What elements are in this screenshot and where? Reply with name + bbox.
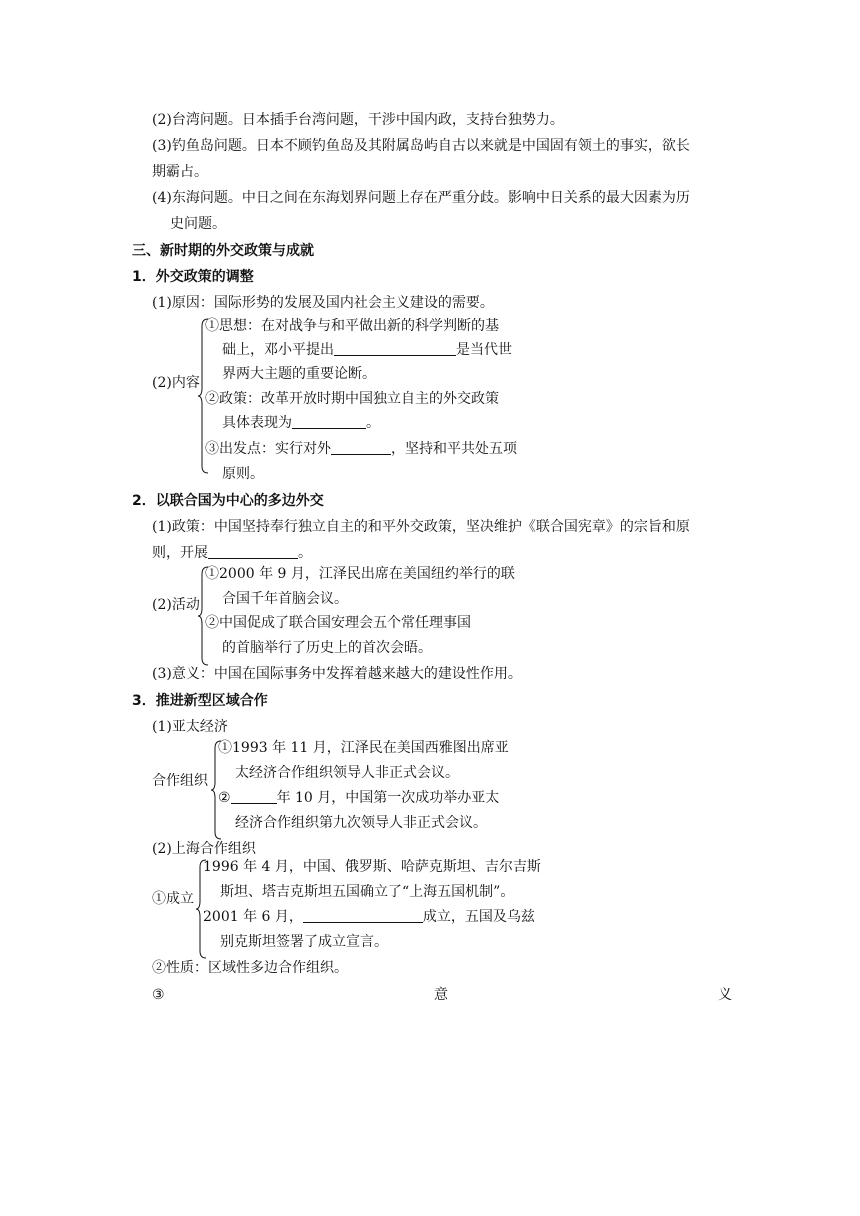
sco-heading: (2)上海合作组织 xyxy=(152,841,256,857)
sco-1996-line1: 1996 年 4 月，中国、俄罗斯、哈萨克斯坦、吉尔吉斯 xyxy=(203,859,541,875)
content-start-line2: 原则。 xyxy=(222,466,264,482)
answer-blank xyxy=(231,789,277,804)
activity-label: (2)活动 xyxy=(152,597,200,613)
answer-blank xyxy=(331,440,391,455)
apec-1993-line1: ①1993 年 11 月，江泽民在美国西雅图出席亚 xyxy=(218,740,509,756)
apec-org-label: 合作组织 xyxy=(152,773,208,789)
taiwan-issue: (2)台湾问题。日本插手台湾问题，干涉中国内政，支持台独势力。 xyxy=(152,112,564,128)
part2-title: 2．以联合国为中心的多边外交 xyxy=(132,493,324,509)
un-meaning: (3)意义：中国在国际事务中发挥着越来越大的建设性作用。 xyxy=(152,666,522,682)
answer-blank xyxy=(292,414,366,429)
east-sea-issue-line2: 史问题。 xyxy=(170,216,226,232)
content-thought-line1: ①思想：在对战争与和平做出新的科学判断的基 xyxy=(205,318,499,334)
answer-blank xyxy=(334,341,456,356)
answer-blank xyxy=(303,908,423,923)
content-thought-line2: 础上，邓小平提出 是当代世 xyxy=(222,342,512,358)
sco-nature: ②性质：区域性多边合作组织。 xyxy=(152,960,348,976)
section-heading: 三、新时期的外交政策与成就 xyxy=(132,243,314,259)
sco-meaning-num: ③ xyxy=(152,987,165,1003)
un-policy-line2: 则，开展 。 xyxy=(152,545,312,561)
answer-blank xyxy=(208,544,298,559)
policy-reason: (1)原因：国际形势的发展及国内社会主义建设的需要。 xyxy=(152,295,494,311)
un-policy-line1: (1)政策：中国坚持奉行独立自主的和平外交政策，坚决维护《联合国宪章》的宗旨和原 xyxy=(152,519,690,535)
sco-1996-line2: 斯坦、塔吉克斯坦五国确立了“上海五国机制”。 xyxy=(220,884,515,900)
diaoyu-issue-line2: 期霸占。 xyxy=(152,164,208,180)
content-thought-line3: 界两大主题的重要论断。 xyxy=(222,366,376,382)
sco-est-label: ①成立 xyxy=(152,891,194,907)
apec-1993-line2: 太经济合作组织领导人非正式会议。 xyxy=(235,765,459,781)
activity-1-line2: 合国千年首脑会议。 xyxy=(222,591,348,607)
content-policy-line2: 具体表现为 。 xyxy=(222,415,380,431)
sco-2001-line1: 2001 年 6 月， 成立，五国及乌兹 xyxy=(203,909,535,925)
sco-meaning-char2: 义 xyxy=(718,987,732,1003)
east-sea-issue-line1: (4)东海问题。中日之间在东海划界问题上存在严重分歧。影响中日关系的最大因素为历 xyxy=(152,190,690,206)
part1-title: 1．外交政策的调整 xyxy=(132,269,254,285)
sco-2001-line2: 别克斯坦签署了成立宣言。 xyxy=(220,934,388,950)
sco-meaning-char1: 意 xyxy=(434,987,448,1003)
content-label: (2)内容 xyxy=(152,375,200,391)
part3-title: 3．推进新型区域合作 xyxy=(132,693,268,709)
apec-host-line1: ② 年 10 月，中国第一次成功举办亚太 xyxy=(218,790,500,806)
content-policy-line1: ②政策：改革开放时期中国独立自主的外交政策 xyxy=(205,391,499,407)
activity-2-line1: ②中国促成了联合国安理会五个常任理事国 xyxy=(205,615,471,631)
diaoyu-issue-line1: (3)钓鱼岛问题。日本不顾钓鱼岛及其附属岛屿自古以来就是中国固有领土的事实，欲长 xyxy=(152,138,690,154)
apec-host-line2: 经济合作组织第九次领导人非正式会议。 xyxy=(235,815,487,831)
apec-heading: (1)亚太经济 xyxy=(152,719,228,735)
content-start-line1: ③出发点：实行对外 ，坚持和平共处五项 xyxy=(205,441,517,457)
activity-1-line1: ①2000 年 9 月，江泽民出席在美国纽约举行的联 xyxy=(205,566,515,582)
activity-2-line2: 的首脑举行了历史上的首次会晤。 xyxy=(222,640,432,656)
